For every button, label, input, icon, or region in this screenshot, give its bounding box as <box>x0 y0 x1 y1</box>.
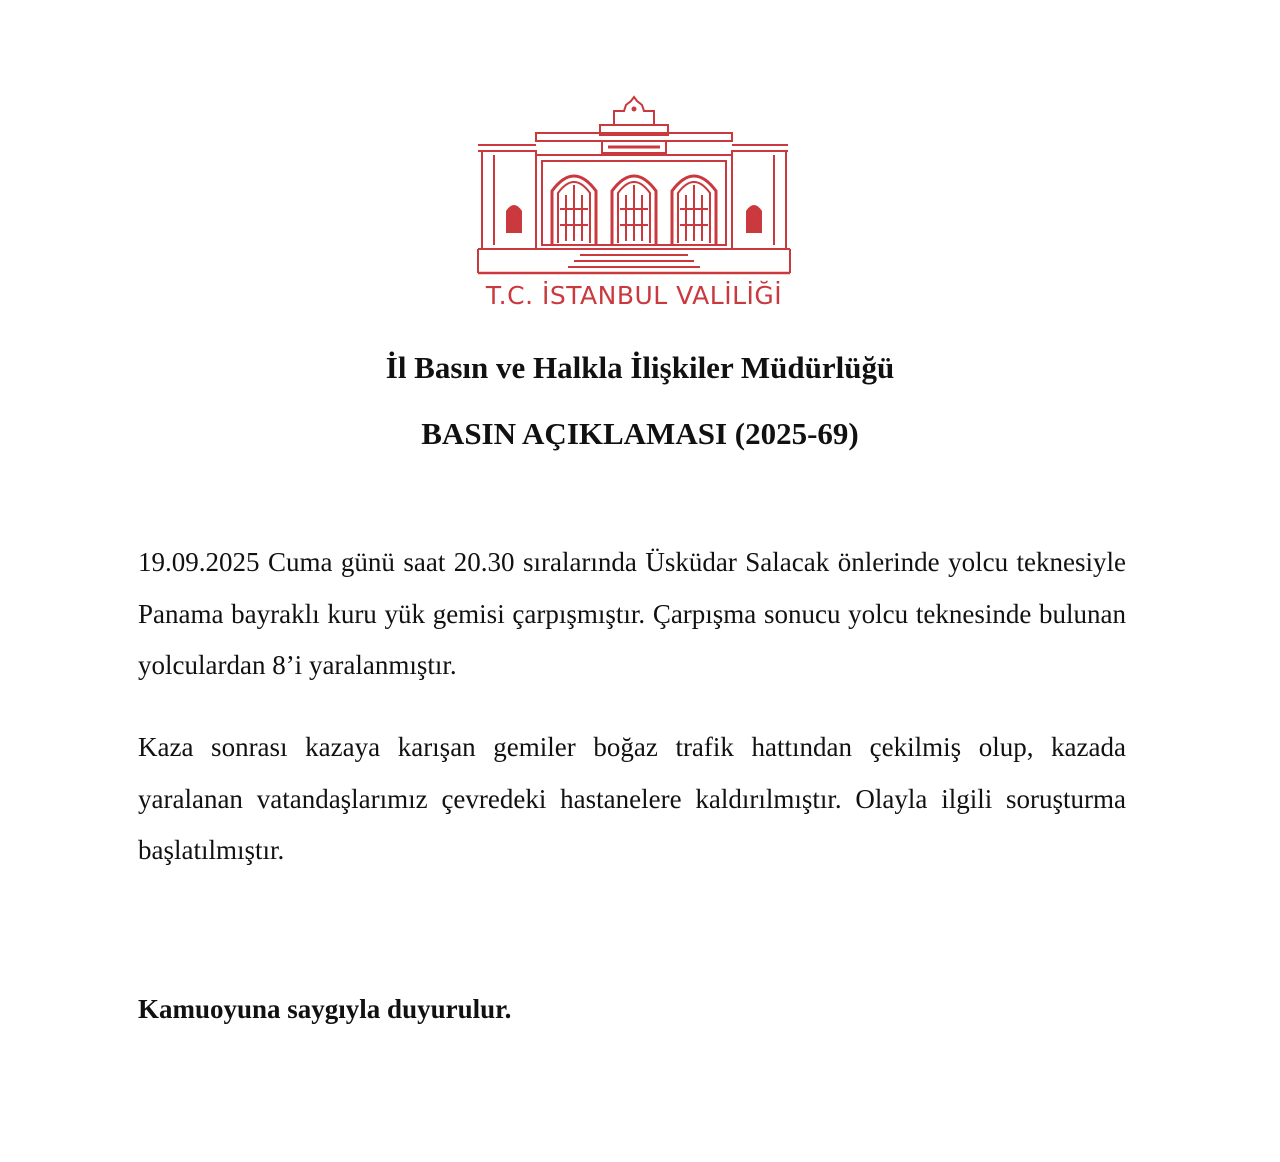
body-paragraph: Kaza sonrası kazaya karışan gemiler boğaz trafik hattından çekilmiş olup, kazada yaralanan vatandaşlarımız çevredeki hastanelere kaldırılmıştır. Olayla ilgili soruşturma başlatılmıştır. <box>138 732 1126 865</box>
istanbul-governorship-logo <box>476 95 792 317</box>
logo-caption: T.C. İSTANBUL VALİLİĞİ <box>485 281 783 310</box>
governorship-building-icon <box>476 95 792 279</box>
body-paragraph: 19.09.2025 Cuma günü saat 20.30 sıralarında Üsküdar Salacak önlerinde yolcu teknesiyle Panama bayraklı kuru yük gemisi çarpışmıştır. Çarpışma sonucu yolcu teknesinde bulunan yolculardan 8’i yaralanmıştır. <box>138 547 1126 680</box>
department-heading: İl Basın ve Halkla İlişkiler Müdürlüğü <box>385 350 895 385</box>
closing-statement: Kamuoyuna saygıyla duyurulur. <box>138 994 512 1024</box>
press-release-title: BASIN AÇIKLAMASI (2025-69) <box>421 416 859 451</box>
